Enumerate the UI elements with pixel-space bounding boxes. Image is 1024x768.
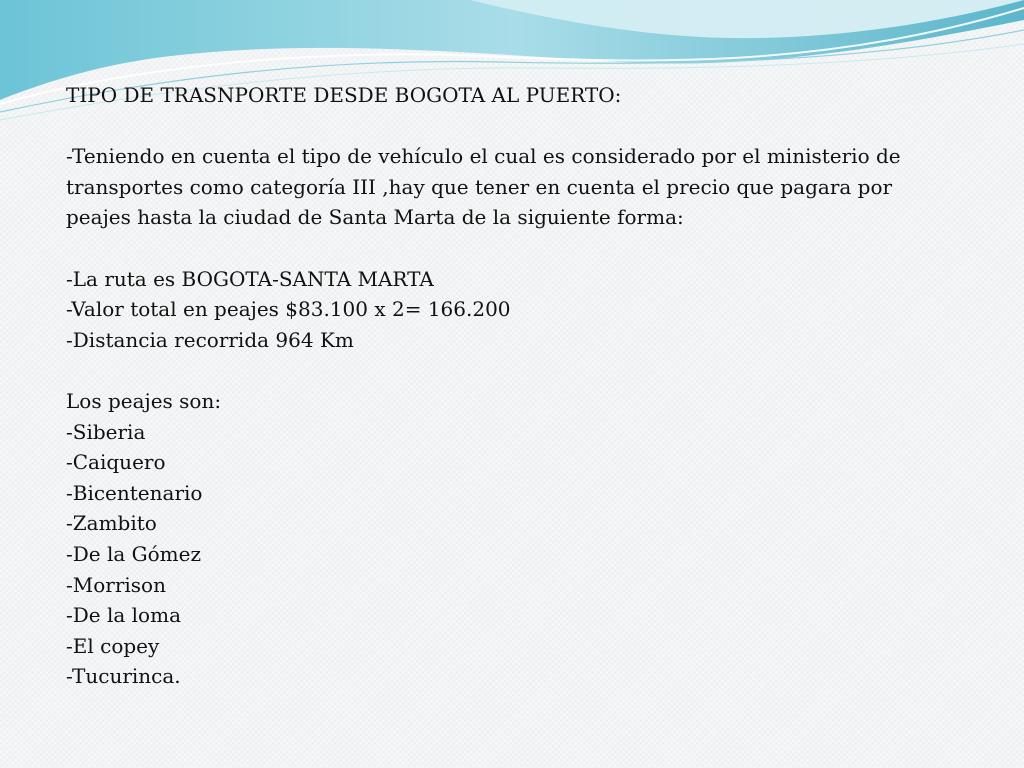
spacer — [66, 111, 986, 142]
spacer — [66, 233, 986, 264]
peaje-item: -De la loma — [66, 603, 181, 628]
peaje-item: -Siberia — [66, 419, 146, 444]
route-fact: -La ruta es BOGOTA-SANTA MARTA — [66, 266, 434, 291]
peaje-item: -Bicentenario — [66, 480, 203, 505]
intro-line: -Teniendo en cuenta el tipo de vehículo el cual es considerado por el ministerio de — [66, 144, 901, 169]
slide-body — [66, 80, 986, 692]
peaje-item: -Tucurinca. — [66, 664, 181, 689]
peaje-item: -Caiquero — [66, 450, 166, 475]
peaje-item: -Zambito — [66, 511, 157, 536]
peajes-heading: Los peajes son: — [66, 388, 222, 413]
toll-total-fact: -Valor total en peajes $83.100 x 2= 166.200 — [66, 297, 511, 322]
intro-line: peajes hasta la ciudad de Santa Marta de la siguiente forma: — [66, 205, 684, 230]
peaje-item: -Morrison — [66, 572, 166, 597]
distance-fact: -Distancia recorrida 964 Km — [66, 327, 354, 352]
spacer — [66, 355, 986, 386]
slide-title: TIPO DE TRASNPORTE DESDE BOGOTA AL PUERTO: — [66, 83, 622, 107]
peaje-item: -El copey — [66, 633, 160, 658]
peaje-item: -De la Gómez — [66, 541, 202, 566]
intro-line: transportes como categoría III ,hay que tener en cuenta el precio que pagara por — [66, 174, 893, 199]
